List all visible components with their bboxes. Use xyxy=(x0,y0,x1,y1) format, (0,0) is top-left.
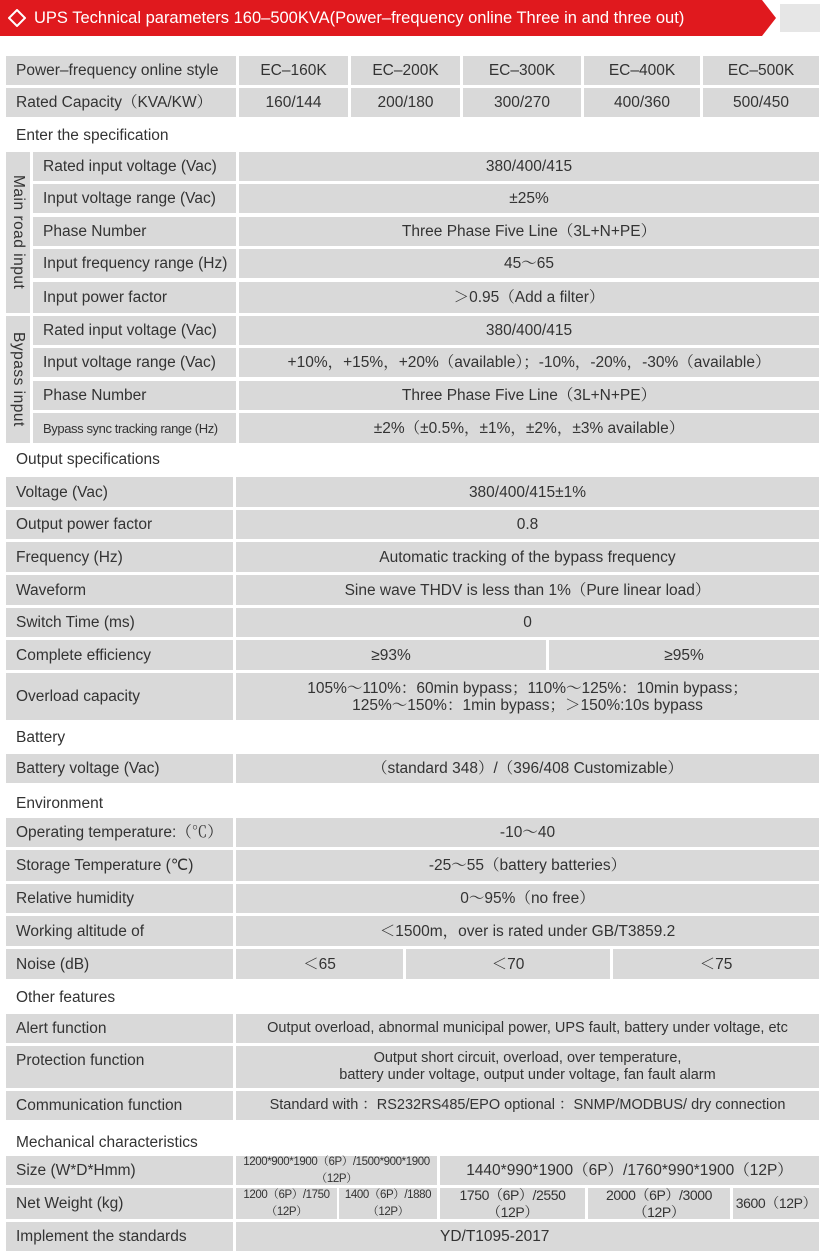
table-row xyxy=(6,348,819,377)
efficiency-label: Complete efficiency xyxy=(6,640,233,670)
header-banner xyxy=(0,0,776,36)
section-title-output: Output specifications xyxy=(16,451,160,468)
table-row xyxy=(6,884,819,913)
capacity-cell: 200/180 xyxy=(351,88,460,117)
table-row-size xyxy=(6,1156,819,1185)
weight-value: 2000（6P）/3000（12P） xyxy=(588,1188,730,1219)
alert-value: Output overload, abnormal municipal power, UPS fault, battery under voltage, etc xyxy=(236,1014,819,1043)
communication-value: Standard with ：RS232RS485/EPO optional ：SNMP/MODBUS/ dry connection xyxy=(236,1091,819,1120)
table-row xyxy=(6,510,819,539)
row-label: Storage Temperature (℃) xyxy=(6,850,233,881)
table-row xyxy=(6,249,819,278)
table-row-model xyxy=(6,56,819,85)
row-value: Three Phase Five Line（3L+N+PE） xyxy=(239,381,819,410)
table-row xyxy=(6,381,819,410)
section-title-other: Other features xyxy=(16,989,116,1006)
row-label: Input frequency range (Hz) xyxy=(33,249,236,278)
row-value: （standard 348）/（396/408 Customizable） xyxy=(236,754,819,783)
page-title: UPS Technical parameters 160–500KVA(Power–frequency online Three in and three out) xyxy=(34,9,685,27)
row-value: ＜1500m，over is rated under GB/T3859.2 xyxy=(236,916,819,946)
standards-value: YD/T1095-2017 xyxy=(236,1222,819,1251)
capacity-cell: 500/450 xyxy=(703,88,819,117)
table-row xyxy=(6,818,819,847)
table-row xyxy=(6,542,819,572)
overload-label: Overload capacity xyxy=(6,673,233,720)
row-value: Three Phase Five Line（3L+N+PE） xyxy=(239,217,819,246)
row-value: -25～55（battery batteries） xyxy=(236,850,819,881)
bypass-input-label: Bypass input xyxy=(10,332,27,427)
row-value: Automatic tracking of the bypass frequency xyxy=(236,542,819,572)
row-label: Switch Time (ms) xyxy=(6,608,233,637)
weight-value: 1750（6P）/2550（12P） xyxy=(440,1188,585,1219)
table-row-protection xyxy=(6,1046,819,1088)
table-row-capacity xyxy=(6,88,819,117)
table-row-weight xyxy=(6,1188,819,1219)
row-value: 380/400/415 xyxy=(239,152,819,181)
size-label: Size (W*D*Hmm) xyxy=(6,1156,233,1185)
row-value: ±25% xyxy=(239,184,819,213)
table-row xyxy=(6,282,819,313)
capacity-label: Rated Capacity（KVA/KW） xyxy=(6,88,236,117)
table-row xyxy=(6,916,819,946)
row-label: Battery voltage (Vac) xyxy=(6,754,233,783)
capacity-cell: 160/144 xyxy=(239,88,348,117)
main-input-label: Main road input xyxy=(10,175,27,290)
table-row xyxy=(6,575,819,605)
row-value: Sine wave THDV is less than 1%（Pure linear load） xyxy=(236,575,819,605)
diamond-icon xyxy=(8,9,26,27)
row-label: Operating temperature:（℃） xyxy=(6,818,233,847)
overload-value xyxy=(236,673,819,720)
table-row-communication xyxy=(6,1091,819,1120)
row-label: Relative humidity xyxy=(6,884,233,913)
section-title-input: Enter the specification xyxy=(16,127,169,144)
capacity-cell: 300/270 xyxy=(463,88,581,117)
noise-value: ＜70 xyxy=(406,949,610,979)
row-label: Phase Number xyxy=(33,217,236,246)
row-label: Working altitude of xyxy=(6,916,233,946)
row-label: Frequency (Hz) xyxy=(6,542,233,572)
table-row-alert xyxy=(6,1014,819,1043)
row-label: Input power factor xyxy=(33,282,236,313)
overload-line: 105%～110%：60min bypass；110%～125%：10min bypass； xyxy=(307,679,748,697)
row-value: 0～95%（no free） xyxy=(236,884,819,913)
standards-label: Implement the standards xyxy=(6,1222,233,1251)
model-cell: EC–500K xyxy=(703,56,819,85)
weight-value: 3600（12P） xyxy=(733,1188,819,1219)
row-value: 380/400/415 xyxy=(239,316,819,345)
table-row xyxy=(6,152,819,181)
row-value: -10～40 xyxy=(236,818,819,847)
section-title-environment: Environment xyxy=(16,795,104,812)
table-row-overload xyxy=(6,673,819,720)
overload-line: 125%～150%：1min bypass；＞150%:10s bypass xyxy=(352,696,703,714)
row-value: ±2%（±0.5%，±1%，±2%，±3% available） xyxy=(239,413,819,443)
row-value: ＞0.95（Add a filter） xyxy=(239,282,819,313)
table-row-noise xyxy=(6,949,819,979)
size-value-small: 1200*900*1900（6P）/1500*900*1900（12P） xyxy=(236,1156,437,1185)
capacity-cell: 400/360 xyxy=(584,88,700,117)
table-row xyxy=(6,217,819,246)
noise-value: ＜75 xyxy=(613,949,819,979)
table-row xyxy=(6,477,819,507)
table-row xyxy=(6,608,819,637)
row-value: 45～65 xyxy=(239,249,819,278)
table-row xyxy=(6,850,819,881)
weight-label: Net Weight (kg) xyxy=(6,1188,233,1219)
row-value: 0.8 xyxy=(236,510,819,539)
model-cell: EC–160K xyxy=(239,56,348,85)
row-label: Voltage (Vac) xyxy=(6,477,233,507)
noise-label: Noise (dB) xyxy=(6,949,233,979)
row-value: 0 xyxy=(236,608,819,637)
section-title-battery: Battery xyxy=(16,729,66,746)
efficiency-value: ≥95% xyxy=(549,640,819,670)
efficiency-value: ≥93% xyxy=(236,640,546,670)
row-label: Waveform xyxy=(6,575,233,605)
model-cell: EC–300K xyxy=(463,56,581,85)
protection-value xyxy=(236,1046,819,1088)
weight-value: 1400（6P）/1880（12P） xyxy=(339,1188,437,1219)
row-label: Bypass sync tracking range (Hz) xyxy=(33,413,236,443)
size-value-large: 1440*990*1900（6P）/1760*990*1900（12P） xyxy=(440,1156,819,1185)
table-row-standards xyxy=(6,1222,819,1251)
row-label: Input voltage range (Vac) xyxy=(33,348,236,377)
table-row xyxy=(6,316,819,345)
row-value: +10%，+15%，+20%（available）；-10%，-20%，-30%（available） xyxy=(239,348,819,377)
model-cell: EC–200K xyxy=(351,56,460,85)
table-row xyxy=(6,413,819,443)
protection-line: Output short circuit, overload, over temperature, xyxy=(373,1050,682,1066)
row-label: Rated input voltage (Vac) xyxy=(33,152,236,181)
table-row xyxy=(6,184,819,213)
section-title-mechanical: Mechanical characteristics xyxy=(16,1134,198,1151)
row-label: Input voltage range (Vac) xyxy=(33,184,236,213)
row-label: Phase Number xyxy=(33,381,236,410)
communication-label: Communication function xyxy=(6,1091,233,1120)
model-style-label: Power–frequency online style xyxy=(6,56,236,85)
row-value: 380/400/415±1% xyxy=(236,477,819,507)
protection-line: battery under voltage, output under voltage, fan fault alarm xyxy=(339,1067,716,1083)
noise-value: ＜65 xyxy=(236,949,403,979)
model-cell: EC–400K xyxy=(584,56,700,85)
header-tail xyxy=(780,4,820,32)
alert-label: Alert function xyxy=(6,1014,233,1043)
weight-value: 1200（6P）/1750（12P） xyxy=(236,1188,337,1219)
row-label: Output power factor xyxy=(6,510,233,539)
protection-label: Protection function xyxy=(6,1046,233,1088)
table-row-battery xyxy=(6,754,819,783)
row-label: Rated input voltage (Vac) xyxy=(33,316,236,345)
table-row-efficiency xyxy=(6,640,819,670)
